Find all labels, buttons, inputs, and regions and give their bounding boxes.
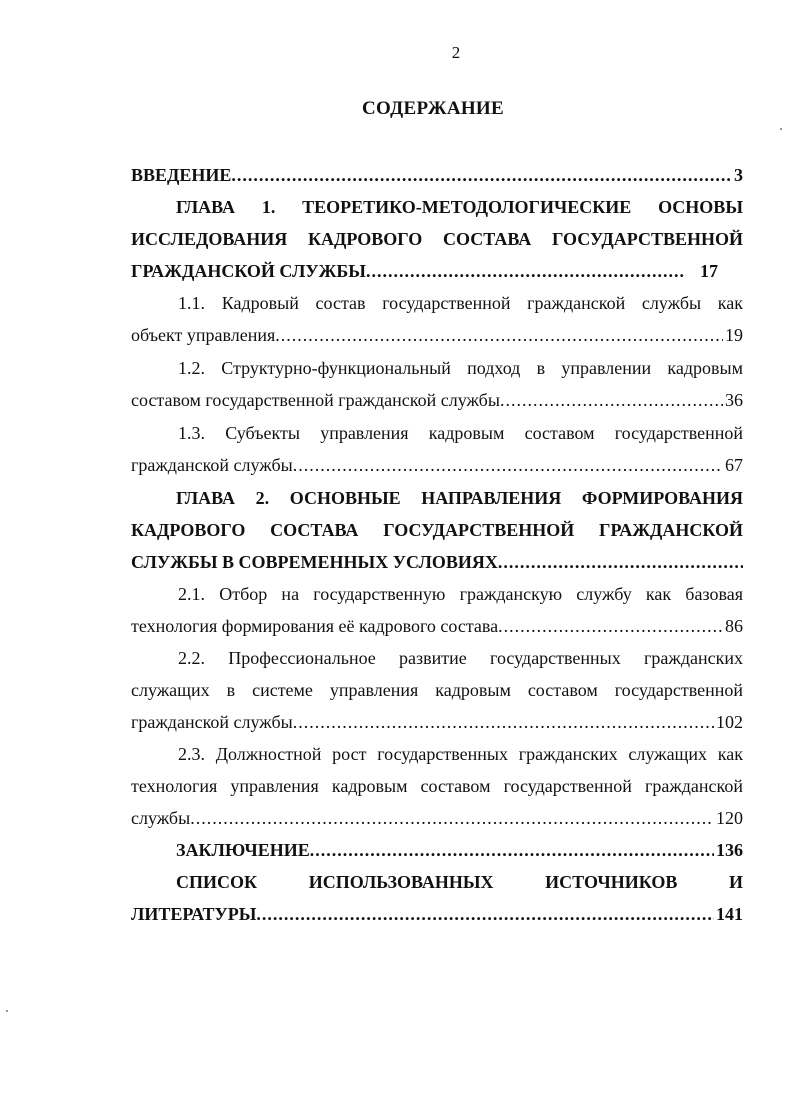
toc-section-2-3-line-1[interactable]: 2.3. Должностной рост государственных гражданских служащих как xyxy=(178,744,743,764)
toc-entry-title: гражданской службы xyxy=(131,712,293,732)
toc-entry-title: ЛИТЕРАТУРЫ xyxy=(131,904,257,924)
toc-section-1-3-line-1[interactable]: 1.3. Субъекты управления кадровым составом государственной xyxy=(178,423,743,443)
toc-section-2-1-line-1[interactable]: 2.1. Отбор на государственную гражданскую службу как базовая xyxy=(178,584,743,604)
toc-page-number: 141 xyxy=(716,904,743,924)
toc-entry-title: ЗАКЛЮЧЕНИЕ xyxy=(176,840,310,860)
toc-page-number: 67 xyxy=(725,455,743,475)
toc-section-2-2-line-2[interactable]: служащих в системе управления кадровым составом государственной xyxy=(131,680,743,700)
leader-dots xyxy=(231,162,732,188)
leader-dots xyxy=(275,322,723,348)
toc-page-number: 86 xyxy=(725,616,743,636)
leader-dots xyxy=(293,709,714,735)
leader-dots xyxy=(498,549,743,575)
toc-page-number: 136 xyxy=(716,840,743,860)
toc-chapter-1-line-1[interactable]: ГЛАВА 1. ТЕОРЕТИКО-МЕТОДОЛОГИЧЕСКИЕ ОСНОВЫ xyxy=(176,197,743,217)
scan-speck xyxy=(6,1010,8,1012)
toc-chapter-1-last-line[interactable] xyxy=(131,258,743,284)
toc-page-number: 102 xyxy=(716,712,743,732)
toc-entry-conclusion[interactable] xyxy=(131,837,743,863)
scan-speck xyxy=(780,128,782,130)
toc-entry-title: составом государственной гражданской службы xyxy=(131,390,500,410)
toc-page-number: 19 xyxy=(725,325,743,345)
toc-page-number: 3 xyxy=(734,165,743,185)
toc-section-1-3-last-line[interactable] xyxy=(131,452,743,478)
toc-entry-title: технология формирования её кадрового состава xyxy=(131,616,499,636)
toc-chapter-1-line-2[interactable]: ИССЛЕДОВАНИЯ КАДРОВОГО СОСТАВА ГОСУДАРСТВЕННОЙ xyxy=(131,229,743,249)
toc-chapter-2-line-2[interactable]: КАДРОВОГО СОСТАВА ГОСУДАРСТВЕННОЙ ГРАЖДАНСКОЙ xyxy=(131,520,743,540)
toc-section-2-2-line-1[interactable]: 2.2. Профессиональное развитие государственных гражданских xyxy=(178,648,743,668)
page-title: СОДЕРЖАНИЕ xyxy=(362,98,504,119)
leader-dots xyxy=(310,837,714,863)
toc-entry-title: ВВЕДЕНИЕ xyxy=(131,165,232,185)
toc-section-2-3-last-line[interactable] xyxy=(131,805,743,831)
leader-dots xyxy=(293,452,723,478)
toc-section-1-2-last-line[interactable] xyxy=(131,387,743,413)
leader-dots xyxy=(190,805,714,831)
toc-references-line-1[interactable]: СПИСОК ИСПОЛЬЗОВАННЫХ ИСТОЧНИКОВ И xyxy=(176,872,743,892)
toc-section-2-3-line-2[interactable]: технология управления кадровым составом государственной гражданской xyxy=(131,776,743,796)
toc-section-1-2-line-1[interactable]: 1.2. Структурно-функциональный подход в управлении кадровым xyxy=(178,358,743,378)
toc-entry-title: СЛУЖБЫ В СОВРЕМЕННЫХ УСЛОВИЯХ xyxy=(131,552,498,572)
toc-section-1-1-last-line[interactable] xyxy=(131,322,743,348)
toc-entry-title: службы xyxy=(131,808,191,828)
toc-references-last-line[interactable] xyxy=(131,901,743,927)
toc-entry-title: объект управления xyxy=(131,325,276,345)
toc-chapter-2-last-line[interactable] xyxy=(131,549,743,575)
toc-page-number: 17 xyxy=(699,261,718,281)
toc-section-2-1-last-line[interactable] xyxy=(131,613,743,639)
toc-chapter-2-line-1[interactable]: ГЛАВА 2. ОСНОВНЫЕ НАПРАВЛЕНИЯ ФОРМИРОВАНИЯ xyxy=(176,488,743,508)
toc-section-1-1-line-1[interactable]: 1.1. Кадровый состав государственной гражданской службы как xyxy=(178,293,743,313)
leader-dots xyxy=(366,258,686,284)
leader-dots xyxy=(498,613,723,639)
leader-dots xyxy=(500,387,723,413)
toc-entry-title: гражданской службы xyxy=(131,455,293,475)
toc-entry-title: ГРАЖДАНСКОЙ СЛУЖБЫ xyxy=(131,261,366,281)
leader-dots xyxy=(256,901,714,927)
toc-page-number: 36 xyxy=(725,390,743,410)
toc-page-number: 120 xyxy=(716,808,743,828)
toc-section-2-2-last-line[interactable] xyxy=(131,709,743,735)
page-number: 2 xyxy=(451,43,461,62)
toc-entry-intro[interactable] xyxy=(131,162,743,188)
